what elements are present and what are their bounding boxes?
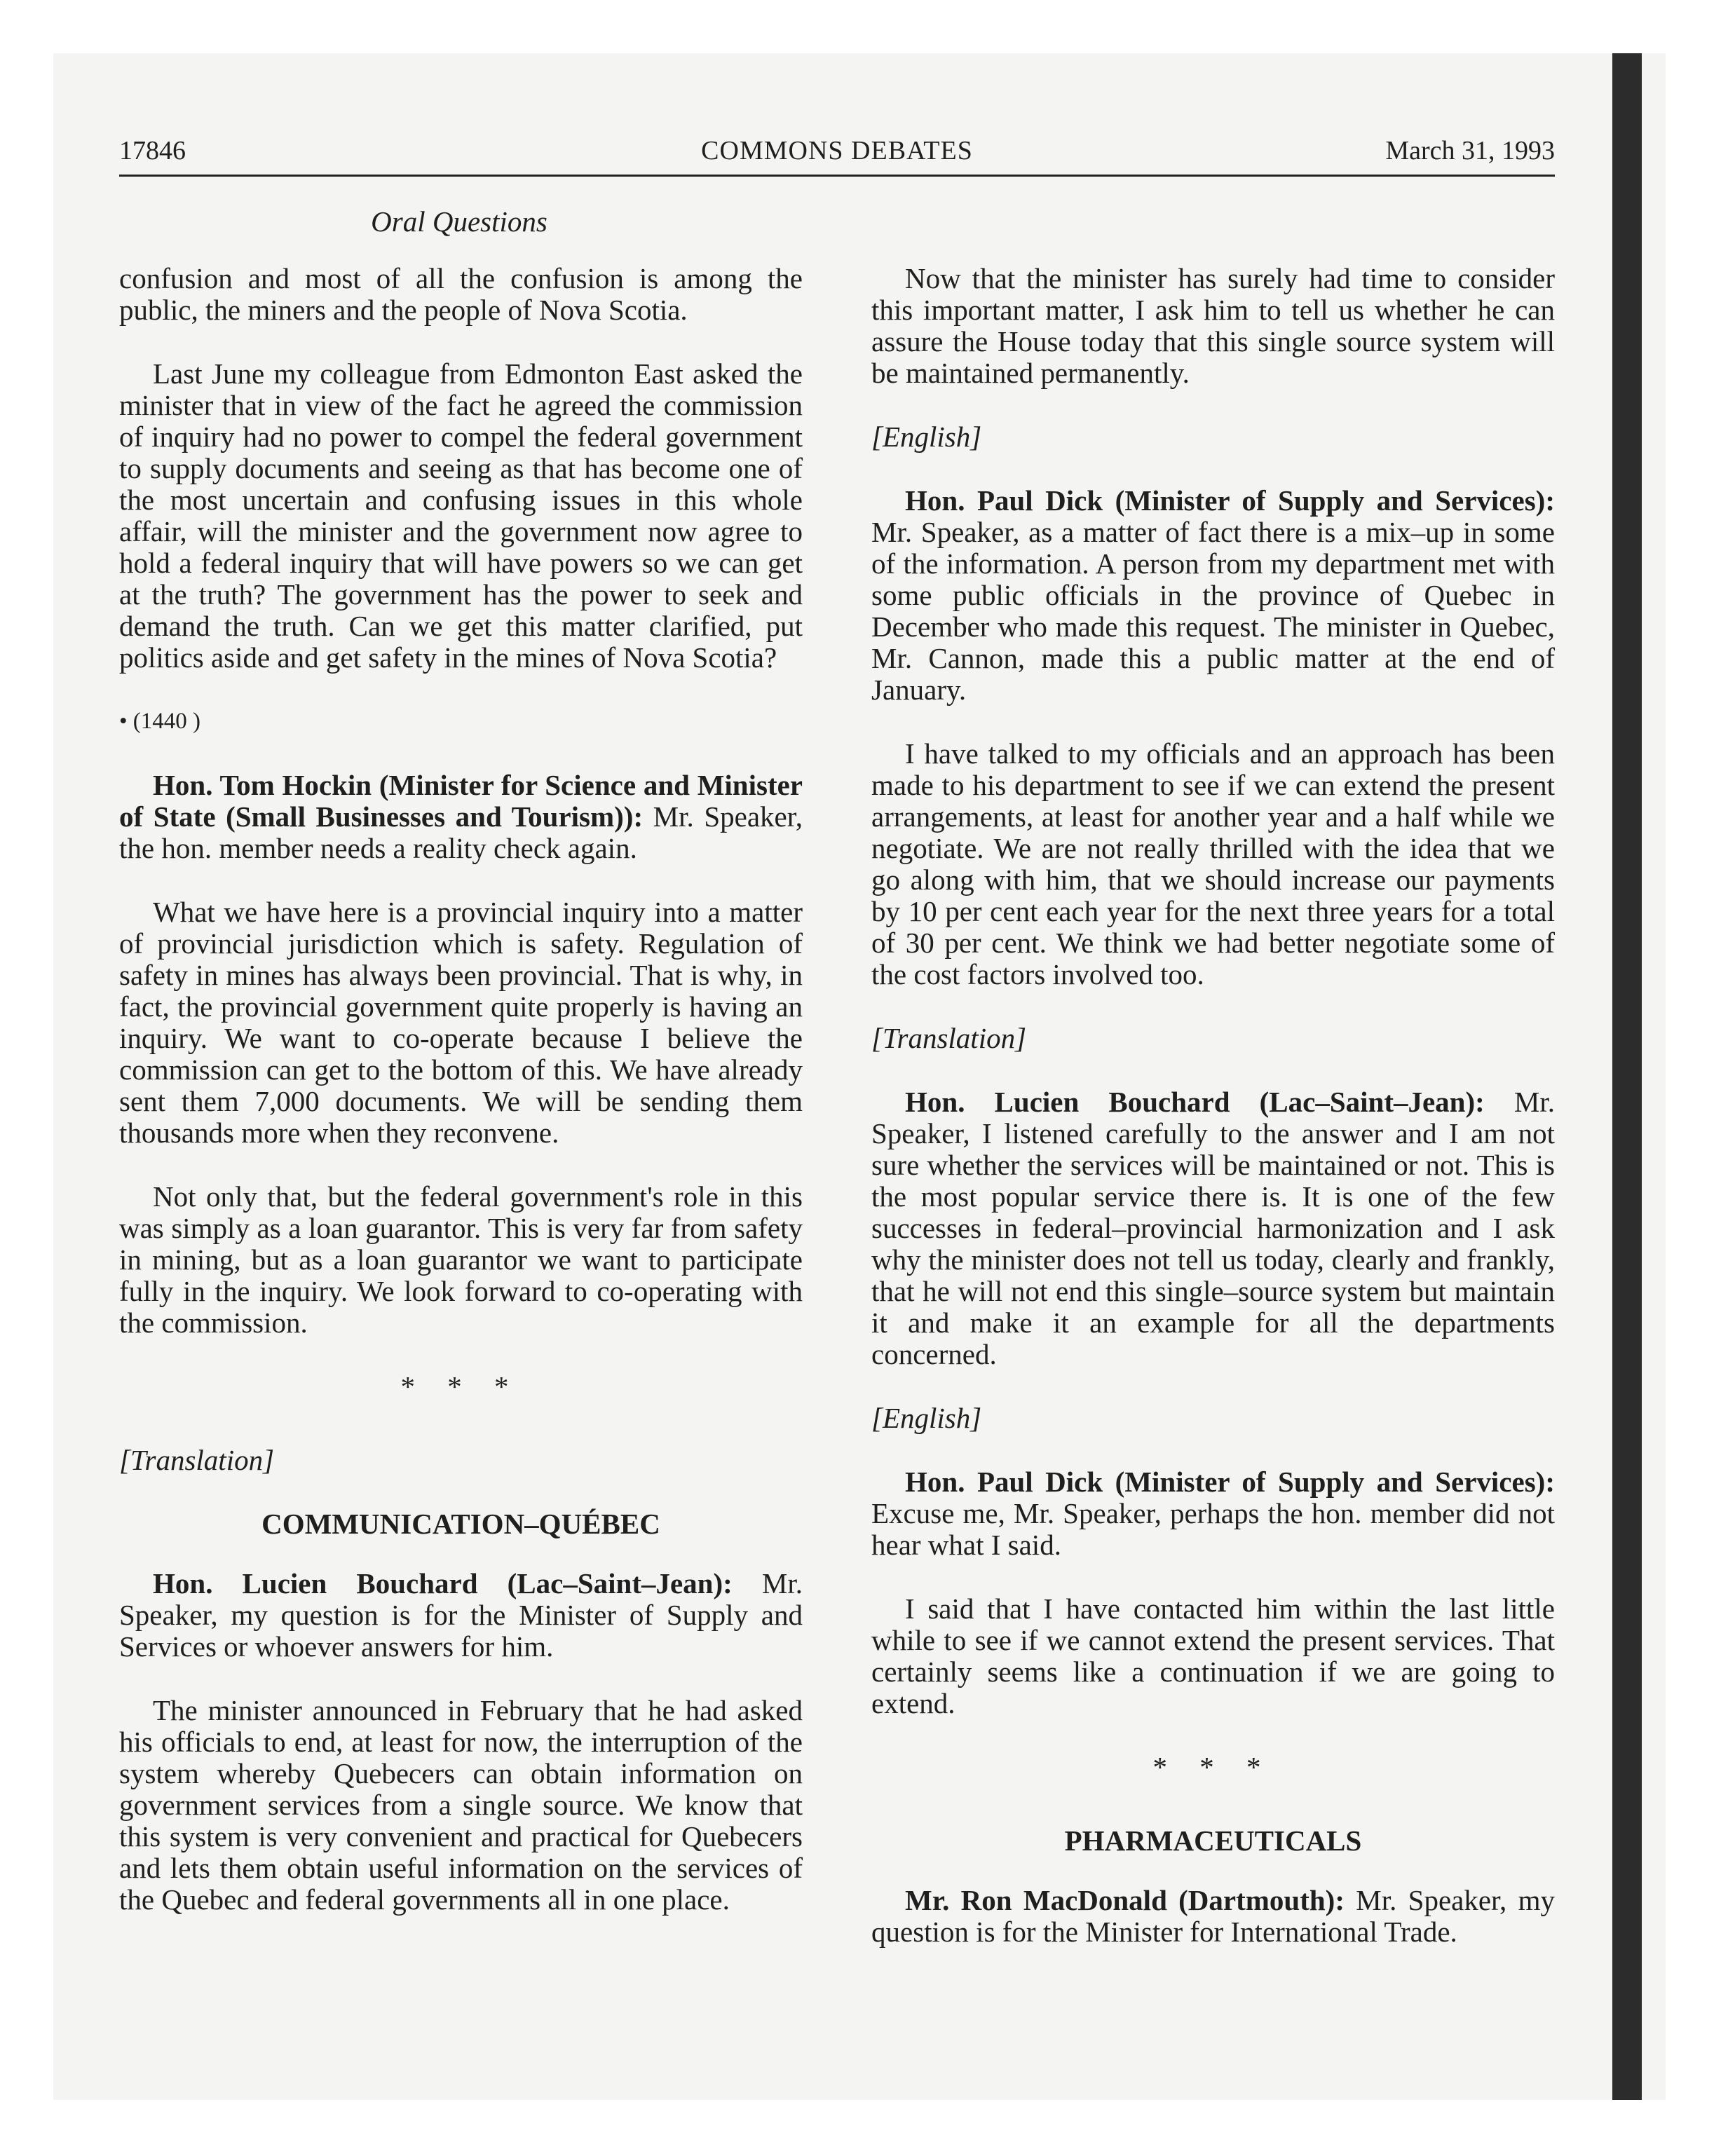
speech-text: Mr. Speaker, as a matter of fact there is a mix–up in some of the information. A person from my department met with some public officials in the province of Quebec in December who made this request. The minister in Quebec, Mr. Cannon, made this a public matter at the end of January.: [871, 516, 1555, 706]
language-marker: [Translation]: [119, 1444, 275, 1476]
language-marker: [Translation]: [871, 1022, 1027, 1054]
scan-edge-shadow: [1612, 53, 1642, 2100]
section-tag: Oral Questions: [371, 205, 547, 238]
section-divider: * * *: [1152, 1751, 1274, 1783]
section-heading: PHARMACEUTICALS: [1064, 1824, 1362, 1857]
paragraph: The minister announced in February that he had asked his officials to end, at least for now, the interruption of the system whereby Quebecers can obtain information on government services from a single source. We know that this system is very convenient and practical for Quebecers and lets them obtain useful information on the services of the Quebec and federal governments all in one place.: [119, 1694, 803, 1916]
speaker-name: Hon. Lucien Bouchard (Lac–Saint–Jean):: [905, 1086, 1485, 1118]
speech: [871, 1086, 1555, 1370]
speech-text: Mr. Speaker, my question is for the Minister for International Trade.: [871, 1884, 1555, 1948]
speech: [119, 770, 803, 864]
speech: [871, 1466, 1555, 1561]
section-heading: COMMUNICATION–QUÉBEC: [261, 1508, 660, 1540]
speech-text: Mr. Speaker, I listened carefully to the answer and I am not sure whether the services will be maintained or not. This is the most popular service there is. It is one of the few successes in federal–provincial harmonization and I ask why the minister does not tell us today, clearly and frankly, that he will not end this single–source system but maintain it and make it an example for all the departments concerned.: [871, 1086, 1555, 1370]
page-header: [119, 135, 1555, 177]
speech-text: Excuse me, Mr. Speaker, perhaps the hon. member did not hear what I said.: [871, 1497, 1555, 1561]
speaker-name: Mr. Ron MacDonald (Dartmouth):: [905, 1884, 1345, 1916]
speech: [871, 1885, 1555, 1948]
right-column: [871, 263, 1555, 1980]
speaker-name: Hon. Tom Hockin (Minister for Science and Minister of State (Small Businesses and Tourism)):: [119, 769, 803, 833]
speech-text: Mr. Speaker, the hon. member needs a reality check again.: [119, 800, 803, 864]
paragraph: Now that the minister has surely had time to consider this important matter, I ask him to tell us whether he can assure the House today that this single source system will be maintained permanently.: [871, 262, 1555, 389]
speaker-name: Hon. Paul Dick (Minister of Supply and Services):: [905, 484, 1555, 517]
timestamp: • (1440 ): [119, 709, 201, 734]
paragraph: Last June my colleague from Edmonton East asked the minister that in view of the fact he agreed the commission of inquiry had no power to compel the federal government to supply documents and seeing as that has become one of the most uncertain and confusing issues in this whole affair, will the minister and the government now agree to hold a federal inquiry that will have powers so we can get at the truth? The government has the power to seek and demand the truth. Can we get this matter clarified, put politics aside and get safety in the mines of Nova Scotia?: [119, 357, 803, 674]
paragraph: confusion and most of all the confusion is among the public, the miners and the people of Nova Scotia.: [119, 262, 803, 326]
speech: [871, 485, 1555, 706]
paragraph: I said that I have contacted him within the last little while to see if we cannot extend the present services. That certainly seems like a continuation if we are going to extend.: [871, 1592, 1555, 1719]
left-column: [119, 263, 803, 1948]
speaker-name: Hon. Paul Dick (Minister of Supply and Services):: [905, 1466, 1555, 1498]
speech: [119, 1568, 803, 1663]
page-date: March 31, 1993: [1385, 136, 1555, 165]
speaker-name: Hon. Lucien Bouchard (Lac–Saint–Jean):: [153, 1567, 733, 1599]
publication-title: COMMONS DEBATES: [701, 136, 973, 165]
page-number: 17846: [119, 136, 186, 165]
paragraph: What we have here is a provincial inquiry into a matter of provincial jurisdiction which is safety. Regulation of safety in mines has always been provincial. That is why, in fact, the provincial government quite properly is having an inquiry. We want to co-operate because I believe the commission can get to the bottom of this. We have already sent them 7,000 documents. We will be sending them thousands more when they reconvene.: [119, 896, 803, 1149]
language-marker: [English]: [871, 1402, 982, 1434]
language-marker: [English]: [871, 421, 982, 453]
paragraph: I have talked to my officials and an approach has been made to his department to see if we can extend the present arrangements, at least for another year and a half while we negotiate. We are not really thrilled with the idea that we go along with him, that we should increase our payments by 10 per cent each year for the next three years for a total of 30 per cent. We think we had better negotiate some of the cost factors involved too.: [871, 737, 1555, 990]
section-divider: * * *: [400, 1370, 522, 1403]
speech-text: Mr. Speaker, my question is for the Minister of Supply and Services or whoever answers for him.: [119, 1567, 803, 1663]
paragraph: Not only that, but the federal government's role in this was simply as a loan guarantor. This is very far from safety in mining, but as a loan guarantor we want to participate fully in the inquiry. We look forward to co-operating with the commission.: [119, 1180, 803, 1339]
